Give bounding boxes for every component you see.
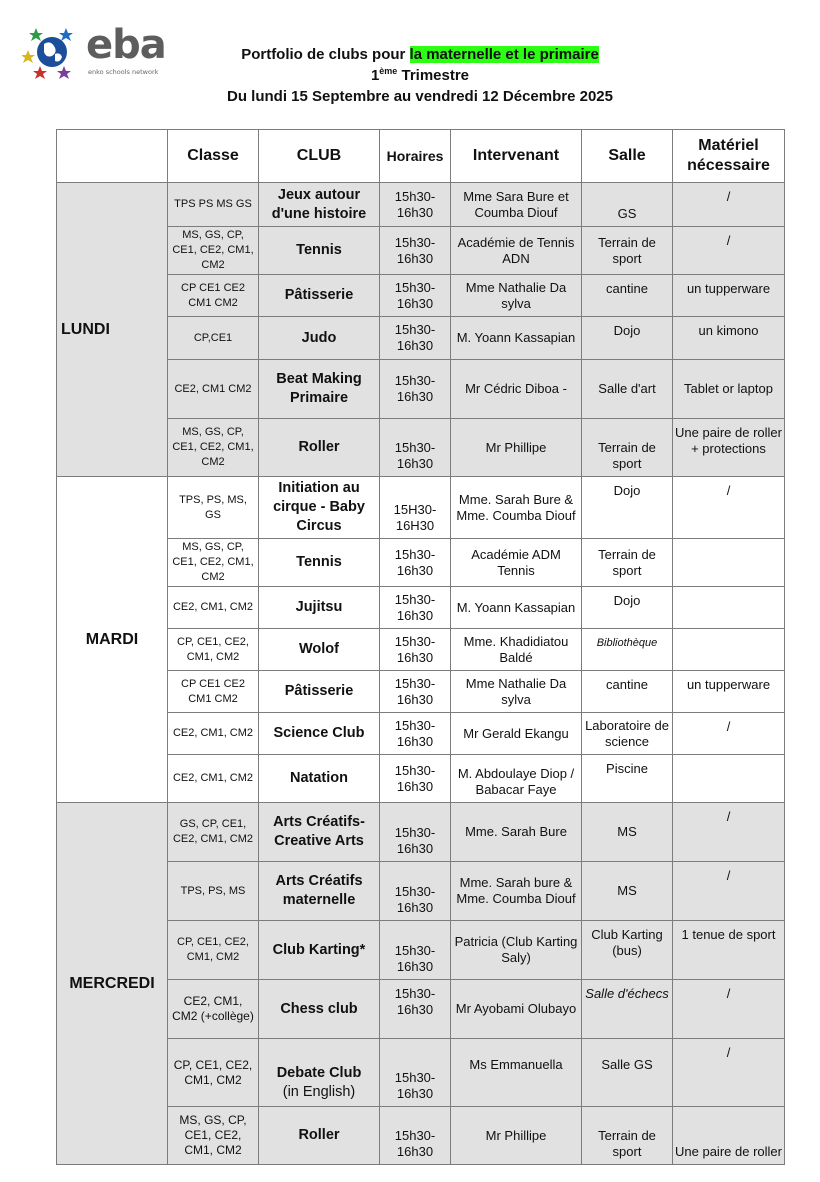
cell-salle: GS <box>582 183 673 227</box>
cell-club: Arts Créatifs-Creative Arts <box>259 803 380 862</box>
cell-classe: MS, GS, CP, CE1, CE2, CM1, CM2 <box>168 419 259 477</box>
col-header-day <box>57 130 168 183</box>
cell-materiel: / <box>673 980 785 1039</box>
cell-classe: CP,CE1 <box>168 317 259 360</box>
day-cell-lundi: LUNDI <box>57 183 168 477</box>
cell-club: Club Karting* <box>259 921 380 980</box>
cell-classe: TPS, PS, MS, GS <box>168 477 259 539</box>
cell-materiel: Une paire de roller + protections <box>673 419 785 477</box>
cell-classe: MS, GS, CP, CE1, CE2, CM1, CM2 <box>168 227 259 275</box>
cell-club: Wolof <box>259 629 380 671</box>
cell-intervenant: Mme Nathalie Da sylva <box>451 275 582 317</box>
header-line-1: Portfolio de clubs pour la maternelle et le primaire <box>241 46 599 63</box>
cell-materiel: un tupperware <box>673 275 785 317</box>
cell-club: Roller <box>259 1107 380 1165</box>
header-line-3: Du lundi 15 Septembre au vendredi 12 Décembre 2025 <box>227 88 613 105</box>
cell-salle: Terrain de sport <box>582 539 673 587</box>
cell-intervenant: Mr Gerald Ekangu <box>451 713 582 755</box>
cell-classe: CP, CE1, CE2, CM1, CM2 <box>168 921 259 980</box>
cell-intervenant: Mr Phillipe <box>451 1107 582 1165</box>
cell-salle: cantine <box>582 275 673 317</box>
cell-horaires: 15h30-16h30 <box>380 227 451 275</box>
cell-intervenant: Mme. Sarah Bure <box>451 803 582 862</box>
cell-horaires: 15h30-16h30 <box>380 755 451 803</box>
clubs-table <box>56 129 785 1165</box>
cell-club: Roller <box>259 419 380 477</box>
cell-club: Chess club <box>259 980 380 1039</box>
logo-wordmark: eba <box>86 22 166 68</box>
club-name: Debate Club <box>276 1065 362 1081</box>
cell-salle: Terrain de sport <box>582 1107 673 1165</box>
cell-materiel: un tupperware <box>673 671 785 713</box>
cell-intervenant: Mr Cédric Diboa - <box>451 360 582 419</box>
cell-materiel: / <box>673 1039 785 1107</box>
cell-horaires: 15h30-16h30 <box>380 713 451 755</box>
cell-horaires: 15H30-16H30 <box>380 477 451 539</box>
cell-salle: Bibliothèque <box>582 629 673 671</box>
col-header-intervenant: Intervenant <box>451 130 582 183</box>
cell-materiel: 1 tenue de sport <box>673 921 785 980</box>
cell-intervenant: M. Abdoulaye Diop / Babacar Faye <box>451 755 582 803</box>
cell-classe: CP CE1 CE2 CM1 CM2 <box>168 671 259 713</box>
table-row <box>57 183 785 227</box>
cell-club: Judo <box>259 317 380 360</box>
table-row <box>57 803 785 862</box>
cell-salle: Laboratoire de science <box>582 713 673 755</box>
cell-classe: TPS, PS, MS <box>168 862 259 921</box>
cell-horaires: 15h30-16h30 <box>380 671 451 713</box>
table-header-row <box>57 130 785 183</box>
cell-horaires: 15h30-16h30 <box>380 587 451 629</box>
cell-club: Tennis <box>259 539 380 587</box>
cell-classe: CP CE1 CE2 CM1 CM2 <box>168 275 259 317</box>
cell-intervenant: Académie ADM Tennis <box>451 539 582 587</box>
cell-salle: Club Karting (bus) <box>582 921 673 980</box>
cell-salle: Dojo <box>582 317 673 360</box>
cell-horaires: 15h30-16h30 <box>380 862 451 921</box>
cell-intervenant: Patricia (Club Karting Saly) <box>451 921 582 980</box>
cell-classe: CE2, CM1 CM2 <box>168 360 259 419</box>
header-line-2: 1ème Trimestre <box>370 66 470 84</box>
cell-horaires: 15h30-16h30 <box>380 183 451 227</box>
table-row <box>57 477 785 539</box>
cell-salle: Terrain de sport <box>582 227 673 275</box>
eba-logo <box>22 22 166 84</box>
cell-materiel: / <box>673 713 785 755</box>
cell-salle: MS <box>582 803 673 862</box>
cell-horaires: 15h30-16h30 <box>380 539 451 587</box>
cell-classe: CP, CE1, CE2, CM1, CM2 <box>168 629 259 671</box>
cell-salle: cantine <box>582 671 673 713</box>
cell-club <box>259 1039 380 1107</box>
cell-horaires: 15h30-16h30 <box>380 419 451 477</box>
cell-intervenant: Mme Nathalie Da sylva <box>451 671 582 713</box>
cell-horaires: 15h30-16h30 <box>380 629 451 671</box>
cell-club: Tennis <box>259 227 380 275</box>
cell-intervenant: Ms Emmanuella <box>451 1039 582 1107</box>
cell-salle: Dojo <box>582 587 673 629</box>
cell-salle: Salle GS <box>582 1039 673 1107</box>
cell-intervenant: Mr Phillipe <box>451 419 582 477</box>
cell-classe: MS, GS, CP, CE1, CE2, CM1, CM2 <box>168 539 259 587</box>
day-cell-mardi: MARDI <box>57 477 168 803</box>
cell-materiel: Tablet or laptop <box>673 360 785 419</box>
cell-club: Initiation au cirque - Baby Circus <box>259 477 380 539</box>
cell-horaires: 15h30-16h30 <box>380 921 451 980</box>
page-header <box>160 44 680 107</box>
cell-classe: CE2, CM1, CM2 <box>168 755 259 803</box>
cell-horaires: 15h30-16h30 <box>380 1039 451 1107</box>
col-header-club: CLUB <box>259 130 380 183</box>
cell-materiel: / <box>673 227 785 275</box>
cell-materiel: Une paire de roller <box>673 1107 785 1165</box>
cell-intervenant: Mr Ayobami Olubayo <box>451 980 582 1039</box>
cell-materiel: / <box>673 862 785 921</box>
cell-horaires: 15h30-16h30 <box>380 275 451 317</box>
cell-intervenant: Mme. Sarah bure & Mme. Coumba Diouf <box>451 862 582 921</box>
cell-horaires: 15h30-16h30 <box>380 980 451 1039</box>
cell-salle: Salle d'échecs <box>582 980 673 1039</box>
col-header-classe: Classe <box>168 130 259 183</box>
cell-materiel <box>673 539 785 587</box>
cell-classe: GS, CP, CE1, CE2, CM1, CM2 <box>168 803 259 862</box>
cell-intervenant: Mme Sara Bure et Coumba Diouf <box>451 183 582 227</box>
cell-classe: CE2, CM1, CM2 (+collège) <box>168 980 259 1039</box>
cell-horaires: 15h30-16h30 <box>380 317 451 360</box>
cell-materiel: un kimono <box>673 317 785 360</box>
cell-salle: Terrain de sport <box>582 419 673 477</box>
cell-salle: MS <box>582 862 673 921</box>
cell-salle: Salle d'art <box>582 360 673 419</box>
cell-materiel: / <box>673 477 785 539</box>
cell-materiel <box>673 755 785 803</box>
cell-salle: Piscine <box>582 755 673 803</box>
cell-club: Arts Créatifs maternelle <box>259 862 380 921</box>
cell-intervenant: Mme. Khadidiatou Baldé <box>451 629 582 671</box>
cell-horaires: 15h30-16h30 <box>380 360 451 419</box>
cell-intervenant: M. Yoann Kassapian <box>451 587 582 629</box>
cell-materiel <box>673 629 785 671</box>
cell-club: Science Club <box>259 713 380 755</box>
cell-club: Jujitsu <box>259 587 380 629</box>
day-cell-mercredi: MERCREDI <box>57 803 168 1165</box>
cell-materiel <box>673 587 785 629</box>
cell-classe: CP, CE1, CE2, CM1, CM2 <box>168 1039 259 1107</box>
header-highlight: la maternelle et le primaire <box>409 46 599 63</box>
col-header-horaires: Horaires <box>380 130 451 183</box>
cell-intervenant: Mme. Sarah Bure & Mme. Coumba Diouf <box>451 477 582 539</box>
col-header-materiel: Matériel nécessaire <box>673 130 785 183</box>
logo-tagline: enko schools network <box>88 68 159 76</box>
cell-club: Pâtisserie <box>259 671 380 713</box>
cell-materiel: / <box>673 183 785 227</box>
cell-horaires: 15h30-16h30 <box>380 1107 451 1165</box>
cell-club: Jeux autour d'une histoire <box>259 183 380 227</box>
cell-materiel: / <box>673 803 785 862</box>
cell-intervenant: M. Yoann Kassapian <box>451 317 582 360</box>
club-note: (in English) <box>282 1084 356 1100</box>
cell-salle: Dojo <box>582 477 673 539</box>
cell-club: Natation <box>259 755 380 803</box>
globe-people-icon <box>22 24 86 84</box>
col-header-salle: Salle <box>582 130 673 183</box>
cell-classe: TPS PS MS GS <box>168 183 259 227</box>
cell-club: Beat Making Primaire <box>259 360 380 419</box>
cell-horaires: 15h30-16h30 <box>380 803 451 862</box>
cell-intervenant: Académie de Tennis ADN <box>451 227 582 275</box>
cell-club: Pâtisserie <box>259 275 380 317</box>
cell-classe: CE2, CM1, CM2 <box>168 713 259 755</box>
cell-classe: CE2, CM1, CM2 <box>168 587 259 629</box>
cell-classe: MS, GS, CP, CE1, CE2, CM1, CM2 <box>168 1107 259 1165</box>
